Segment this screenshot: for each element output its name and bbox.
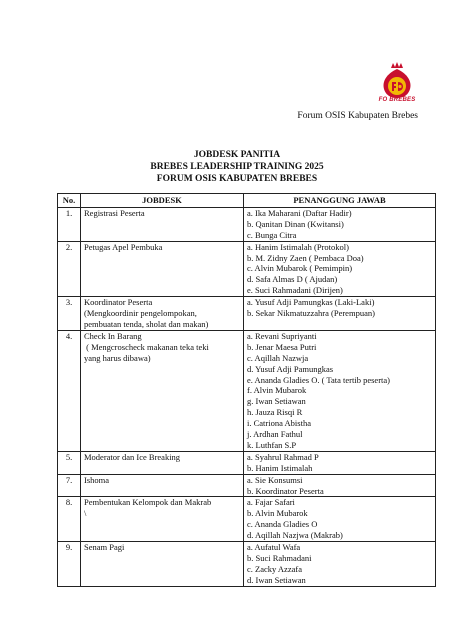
jobdesk-cell [81, 474, 244, 497]
jobdesk-cell [81, 297, 244, 331]
jobdesk-line: Ishoma [84, 474, 110, 485]
jobdesk-cell [81, 330, 244, 451]
header-jobdesk: JOBDESK [81, 194, 244, 208]
jobdesk-line: yang harus dibawa) [84, 352, 151, 363]
jobdesk-line: Petugas Apel Pembuka [84, 241, 163, 252]
jobdesk-line: Koordinator Peserta [84, 297, 153, 308]
pj-line: a. Hanim Istimalah (Protokol) [247, 241, 349, 252]
pj-line: a. Yusuf Adji Pamungkas (Laki-Laki) [247, 297, 375, 308]
pj-line: b. Suci Rahmadani [247, 553, 312, 563]
title-line-1: JOBDESK PANITIA [193, 150, 281, 160]
pj-line: g. Iwan Setiawan [247, 396, 306, 407]
jobdesk-line: \ [84, 508, 87, 519]
document-titles [0, 149, 474, 185]
pj-line: e. Suci Rahmadani (Dirijen) [247, 285, 343, 296]
row-number: 9. [58, 542, 81, 587]
jobdesk-line: Senam Pagi [84, 542, 125, 553]
header-no: No. [58, 194, 81, 208]
pj-line: j. Ardhan Fathul [247, 429, 303, 440]
pj-line: d. Safa Almas D ( Ajudan) [247, 274, 338, 285]
jobdesk-line: ( Mengcroscheck makanan teka teki [84, 341, 209, 352]
pj-line: d. Iwan Setiawan [247, 574, 306, 585]
pj-line: b. M. Zidny Zaen ( Pembaca Doa) [247, 252, 364, 263]
jobdesk-line: pembuatan tenda, sholat dan makan) [84, 318, 209, 329]
row-number: 4. [58, 330, 81, 451]
pj-cell [244, 330, 436, 451]
jobdesk-cell [81, 241, 244, 297]
pj-line: c. Alvin Mubarok ( Pemimpin) [247, 263, 353, 274]
pj-cell [244, 241, 436, 297]
pj-line: c. Aqillah Nazwja [247, 352, 309, 363]
jobdesk-line: Moderator dan Ice Breaking [84, 451, 181, 462]
pj-line: b. Alvin Mubarok [247, 508, 308, 519]
jobdesk-line: Pembentukan Kelompok dan Makrab [84, 497, 212, 508]
row-number: 8. [58, 497, 81, 542]
jobdesk-table [57, 193, 436, 587]
title-line-2: BREBES LEADERSHIP TRAINING 2025 [150, 162, 324, 172]
pj-line: c. Bunga Citra [247, 229, 297, 240]
pj-line: b. Sekar Nikmatuzzahra (Perempuan) [247, 308, 375, 319]
pj-line: a. Fajar Safari [247, 497, 295, 508]
table-row [58, 297, 436, 331]
title-line-3: FORUM OSIS KABUPATEN BREBES [156, 174, 318, 184]
pj-cell [244, 297, 436, 331]
table-header-row [58, 194, 436, 208]
jobdesk-cell [81, 207, 244, 241]
organization-line: Forum OSIS Kabupaten Brebes [297, 111, 418, 121]
pj-line: e. Ananda Gladies O. ( Tata tertib peserta) [247, 374, 390, 385]
pj-line: a. Aufatul Wafa [247, 542, 301, 553]
pj-line: c. Zacky Azzafa [247, 563, 302, 574]
jobdesk-line: (Mengkoordinir pengelompokan, [84, 308, 197, 319]
pj-line: d. Aqillah Nazjwa (Makrab) [247, 530, 343, 541]
pj-line: k. Luthfan S.P [247, 439, 297, 450]
pj-cell [244, 451, 436, 474]
row-number: 7. [58, 474, 81, 497]
pj-line: b. Koordinator Peserta [247, 485, 324, 496]
pj-line: f. Alvin Mubarok [247, 385, 307, 396]
row-number: 2. [58, 241, 81, 297]
header-pj: PENANGGUNG JAWAB [244, 194, 436, 208]
table-row [58, 542, 436, 587]
jobdesk-cell [81, 542, 244, 587]
pj-cell [244, 474, 436, 497]
pj-line: a. Revani Supriyanti [247, 330, 317, 341]
jobdesk-line: Registrasi Peserta [84, 207, 145, 218]
row-number: 1. [58, 207, 81, 241]
jobdesk-line: Check In Barang [84, 330, 142, 341]
table-row [58, 207, 436, 241]
pj-line: b. Jenar Maesa Putri [247, 341, 317, 352]
table-row [58, 497, 436, 542]
pj-line: c. Ananda Gladies O [247, 519, 318, 530]
pj-line: b. Hanim Istimalah [247, 462, 313, 473]
pj-cell [244, 497, 436, 542]
pj-cell [244, 542, 436, 587]
pj-line: h. Jauza Risqi R [247, 407, 303, 418]
table-row [58, 330, 436, 451]
jobdesk-cell [81, 451, 244, 474]
pj-line: a. Sie Konsumsi [247, 474, 303, 485]
pj-line: a. Syahrul Rahmad P [247, 451, 319, 462]
table-row [58, 451, 436, 474]
logo-caption: FO BREBES [378, 97, 416, 103]
table-row [58, 241, 436, 297]
pj-line: d. Yusuf Adji Pamungkas [247, 363, 334, 374]
pj-line: a. Ika Maharani (Daftar Hadir) [247, 207, 352, 218]
row-number: 3. [58, 297, 81, 331]
pj-line: i. Catriona Abistha [247, 418, 311, 429]
jobdesk-cell [81, 497, 244, 542]
row-number: 5. [58, 451, 81, 474]
table-row [58, 474, 436, 497]
pj-cell [244, 207, 436, 241]
pj-line: b. Qanitan Dinan (Kwitansi) [247, 218, 344, 229]
